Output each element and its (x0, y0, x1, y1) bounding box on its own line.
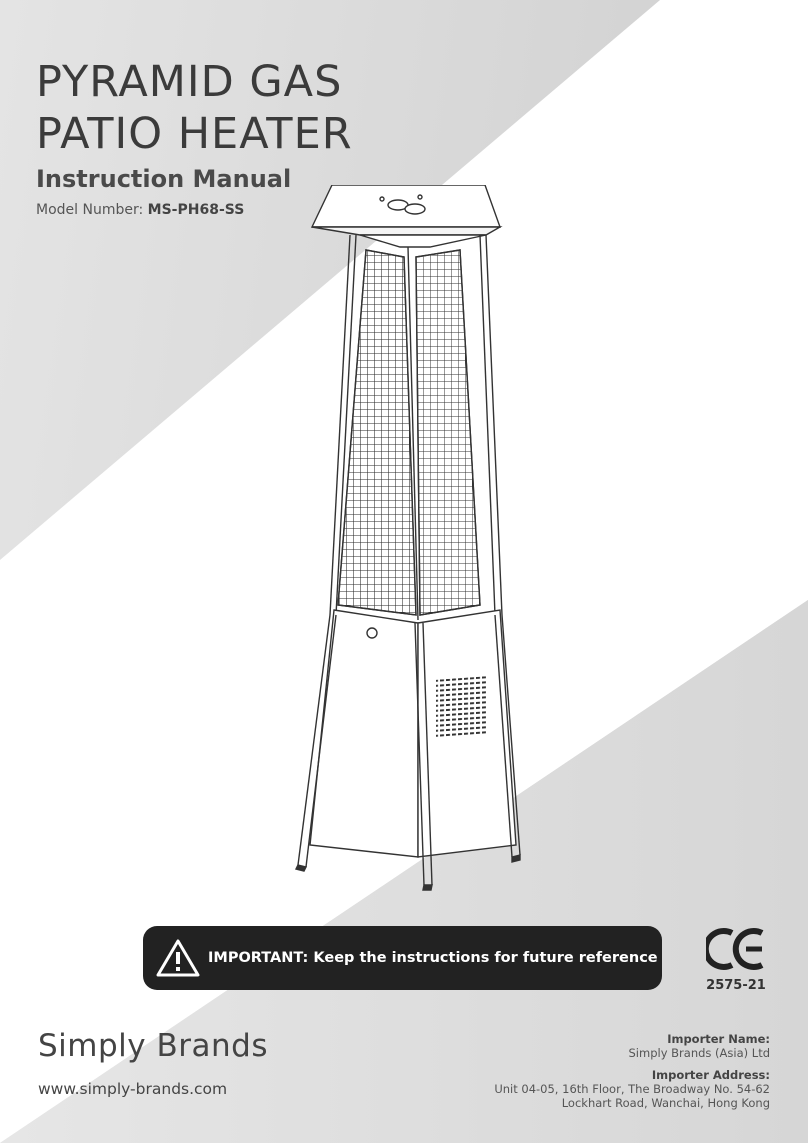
importer-name: Simply Brands (Asia) Ltd (628, 1046, 770, 1060)
important-text: Keep the instructions for future reference (313, 950, 658, 966)
brand-logo: Simply Brands (38, 1028, 268, 1064)
model-label: Model Number: (36, 202, 144, 218)
important-message (208, 950, 658, 966)
website-link[interactable]: www.simply-brands.com (38, 1080, 228, 1098)
model-value: MS-PH68-SS (147, 202, 245, 218)
important-label: IMPORTANT: (208, 950, 309, 966)
importer-address-line: Unit 04-05, 16th Floor, The Broadway No. 54-62 (494, 1082, 770, 1096)
model-number (36, 201, 244, 219)
manual-subtitle: Instruction Manual (36, 165, 292, 193)
warning-icon (156, 938, 200, 978)
ce-mark-icon (706, 927, 768, 971)
important-banner (143, 926, 662, 990)
importer-address-line: Lockhart Road, Wanchai, Hong Kong (561, 1096, 770, 1110)
importer-name-label: Importer Name: (667, 1032, 770, 1046)
importer-info (494, 1032, 770, 1110)
certification-code: 2575-21 (706, 978, 766, 993)
importer-address-label: Importer Address: (651, 1068, 770, 1082)
heater-illustration (290, 185, 530, 895)
product-title: PYRAMID GAS PATIO HEATER (36, 57, 353, 159)
